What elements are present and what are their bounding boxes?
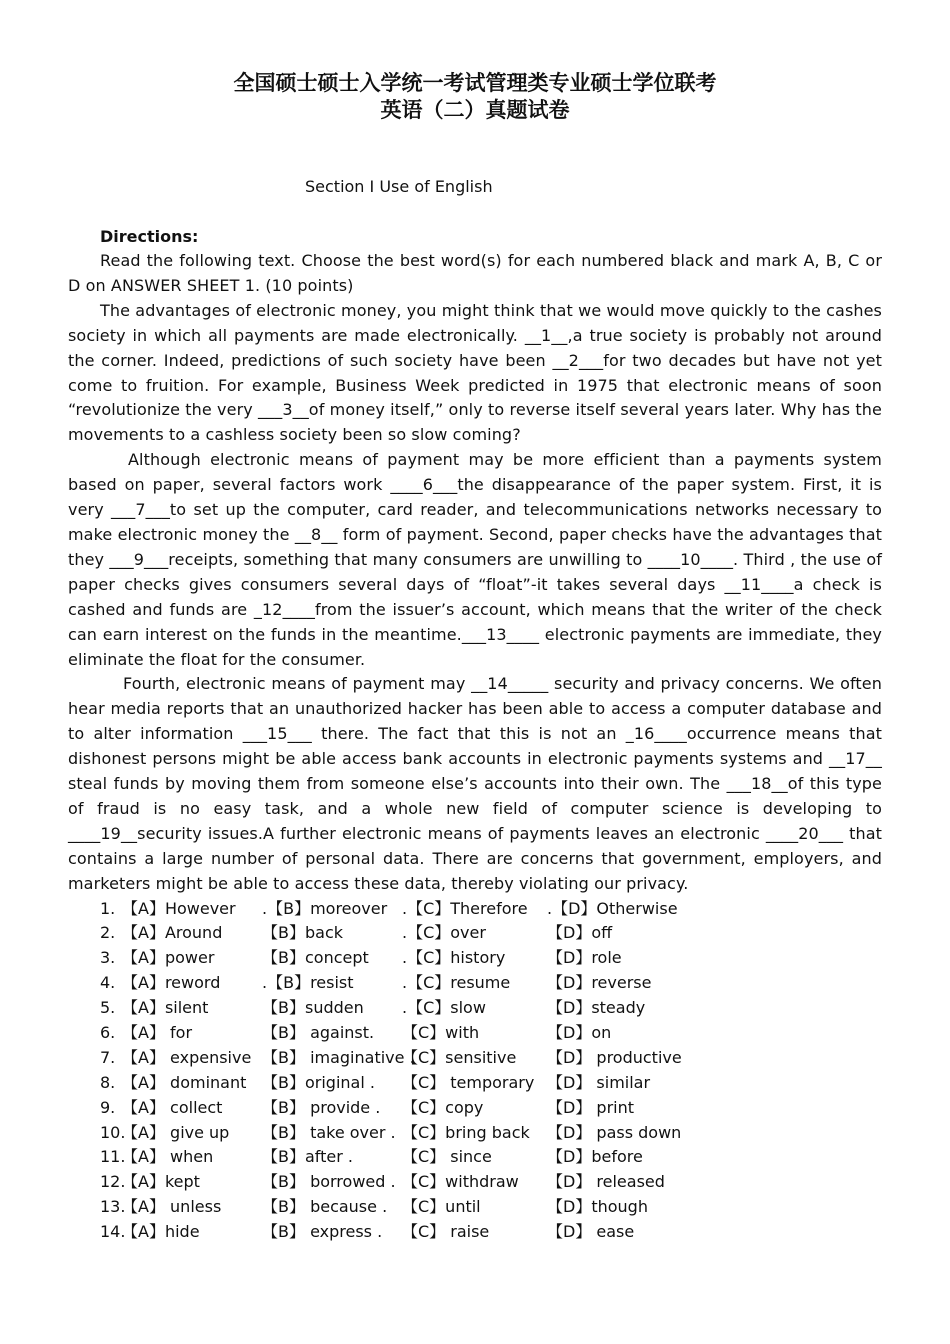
option-d[interactable]: 【D】 released [547, 1172, 665, 1192]
option-c[interactable]: 【C】until [402, 1197, 481, 1217]
option-c[interactable]: 【C】sensitive [402, 1047, 517, 1067]
question-number: 2. [100, 923, 116, 943]
option-b[interactable]: 【B】 express . [262, 1222, 383, 1242]
question-row [100, 971, 882, 996]
question-row [100, 946, 882, 971]
question-number: 11. [100, 1147, 126, 1167]
option-c[interactable]: 【C】 raise [402, 1222, 490, 1242]
option-d[interactable]: 【D】steady [547, 998, 646, 1018]
option-c[interactable]: 【C】 temporary [402, 1072, 535, 1092]
option-d[interactable]: 【D】off [547, 923, 613, 943]
question-number: 13. [100, 1197, 126, 1217]
option-b[interactable]: 【B】 imaginative . [262, 1047, 415, 1067]
option-a[interactable]: 【A】 collect [122, 1097, 223, 1117]
option-d[interactable]: 【D】reverse [547, 973, 652, 993]
question-row [100, 1121, 882, 1146]
question-row [100, 1220, 882, 1245]
option-a[interactable]: 【A】reword [122, 973, 221, 993]
option-b[interactable]: 【B】after . [262, 1147, 354, 1167]
option-d[interactable]: .【D】Otherwise [547, 898, 678, 918]
option-b[interactable]: 【B】concept [262, 948, 369, 968]
option-d[interactable]: 【D】role [547, 948, 622, 968]
option-d[interactable]: 【D】 similar [547, 1072, 651, 1092]
question-number: 9. [100, 1097, 116, 1117]
option-b[interactable]: 【B】back [262, 923, 344, 943]
question-number: 10. [100, 1122, 126, 1142]
question-row [100, 921, 882, 946]
question-number: 8. [100, 1072, 116, 1092]
option-c[interactable]: .【C】slow [402, 998, 486, 1018]
option-c[interactable]: 【C】with [402, 1023, 480, 1043]
option-a[interactable]: 【A】 give up [122, 1122, 230, 1142]
question-number: 5. [100, 998, 116, 1018]
passage-paragraph-2: Although electronic means of payment may be more efficient than a payments system based on paper, several factors work ____6___the disappearance of the paper system. First, it is very ___7___to set up the computer, card reader, and telecommunications networks necessary to make electronic money the __8__ form of payment. Second, paper checks have the advantages that they ___9___receipts, something that many consumers are unwilling to ____10____. Third , the use of paper checks gives consumers several days of “float”-it takes several days __11____a check is cashed and funds are _12____from the issuer’s account, which means that the writer of the check can earn interest on the funds in the meantime.___13____ electronic payments are immediate, they eliminate the float for the consumer. [68, 450, 882, 669]
question-row [100, 1021, 882, 1046]
question-row [100, 996, 882, 1021]
option-c[interactable]: 【C】bring back [402, 1122, 530, 1142]
passage-paragraph-1: The advantages of electronic money, you might think that we would move quickly to the cashes society in which all payments are made electronically. __1__,a true society is probably not around the corner. Indeed, predictions of such society have been __2___for two decades but have not yet come to fruition. For example, Business Week predicted in 1975 that electronic means of soon “revolutionize the very ___3__of money itself,” only to reverse itself several years later. Why has the movements to a cashless society been so slow coming? [68, 300, 882, 445]
option-b[interactable]: 【B】 take over . [262, 1122, 396, 1142]
option-b[interactable]: 【B】 because . [262, 1197, 388, 1217]
question-number: 7. [100, 1047, 116, 1067]
option-a[interactable]: 【A】 when [122, 1147, 214, 1167]
option-a[interactable]: 【A】kept [122, 1172, 200, 1192]
option-b[interactable]: 【B】 borrowed . [262, 1172, 396, 1192]
option-d[interactable]: 【D】before [547, 1147, 643, 1167]
question-row [100, 1195, 882, 1220]
question-number: 6. [100, 1023, 116, 1043]
option-a[interactable]: 【A】silent [122, 998, 209, 1018]
option-d[interactable]: 【D】 print [547, 1097, 635, 1117]
option-d[interactable]: 【D】 ease [547, 1222, 635, 1242]
option-b[interactable]: 【B】 against. [262, 1023, 375, 1043]
passage-paragraph-3: Fourth, electronic means of payment may __14_____ security and privacy concerns. We often hear media reports that an unauthorized hacker has been able to access a computer database and to alter information ___15___ there. The fact that this is not an _16____occurrence means that dishonest persons might be able access bank accounts in electronic payments systems and __17__ steal funds by moving them from someone else’s accounts into their own. The ___18__of this type of fraud is no easy task, and a whole new field of computer science is developing to ____19__security issues.A further electronic means of payments leaves an electronic ____20___ that contains a large number of personal data. There are concerns that government, employers, and marketers might be able to access these data, thereby violating our privacy. [68, 674, 882, 893]
section-heading: Section I Use of English [305, 177, 493, 196]
exam-title-line2: 英语（二）真题试卷 [380, 98, 570, 122]
option-d[interactable]: 【D】though [547, 1197, 648, 1217]
question-row [100, 1046, 882, 1071]
option-d[interactable]: 【D】on [547, 1023, 612, 1043]
option-c[interactable]: 【C】 since [402, 1147, 492, 1167]
option-a[interactable]: 【A】hide [122, 1222, 200, 1242]
option-c[interactable]: .【C】over [402, 923, 486, 943]
option-a[interactable]: 【A】 dominant [122, 1072, 247, 1092]
question-row [100, 1096, 882, 1121]
option-b[interactable]: .【B】resist [262, 973, 354, 993]
question-options-list [68, 897, 882, 1245]
exam-page [68, 70, 882, 1245]
option-a[interactable]: 【A】However [122, 898, 236, 918]
option-c[interactable]: 【C】copy [402, 1097, 484, 1117]
option-c[interactable]: .【C】history [402, 948, 506, 968]
option-b[interactable]: .【B】moreover [262, 898, 388, 918]
option-d[interactable]: 【D】 productive [547, 1047, 682, 1067]
option-b[interactable]: 【B】 provide . [262, 1097, 381, 1117]
option-a[interactable]: 【A】 expensive [122, 1047, 252, 1067]
option-a[interactable]: 【A】Around [122, 923, 223, 943]
option-c[interactable]: .【C】Therefore [402, 898, 528, 918]
question-number: 1. [100, 898, 116, 918]
option-a[interactable]: 【A】power [122, 948, 215, 968]
option-d[interactable]: 【D】 pass down [547, 1122, 682, 1142]
question-row [100, 1145, 882, 1170]
question-row [100, 897, 882, 922]
option-a[interactable]: 【A】 unless [122, 1197, 222, 1217]
question-number: 3. [100, 948, 116, 968]
directions-text: Read the following text. Choose the best word(s) for each numbered black and mark A, B, C or D on ANSWER SHEET 1. (10 points) [68, 251, 882, 295]
question-row [100, 1170, 882, 1195]
option-a[interactable]: 【A】 for [122, 1023, 193, 1043]
question-number: 4. [100, 973, 116, 993]
exam-title-line1: 全国硕士硕士入学统一考试管理类专业硕士学位联考 [233, 71, 717, 95]
directions-label: Directions: [100, 227, 199, 246]
option-c[interactable]: .【C】resume [402, 973, 511, 993]
question-number: 12. [100, 1172, 126, 1192]
question-row [100, 1071, 882, 1096]
option-b[interactable]: 【B】original . [262, 1072, 375, 1092]
option-b[interactable]: 【B】sudden [262, 998, 364, 1018]
question-number: 14. [100, 1222, 126, 1242]
option-c[interactable]: 【C】withdraw [402, 1172, 519, 1192]
